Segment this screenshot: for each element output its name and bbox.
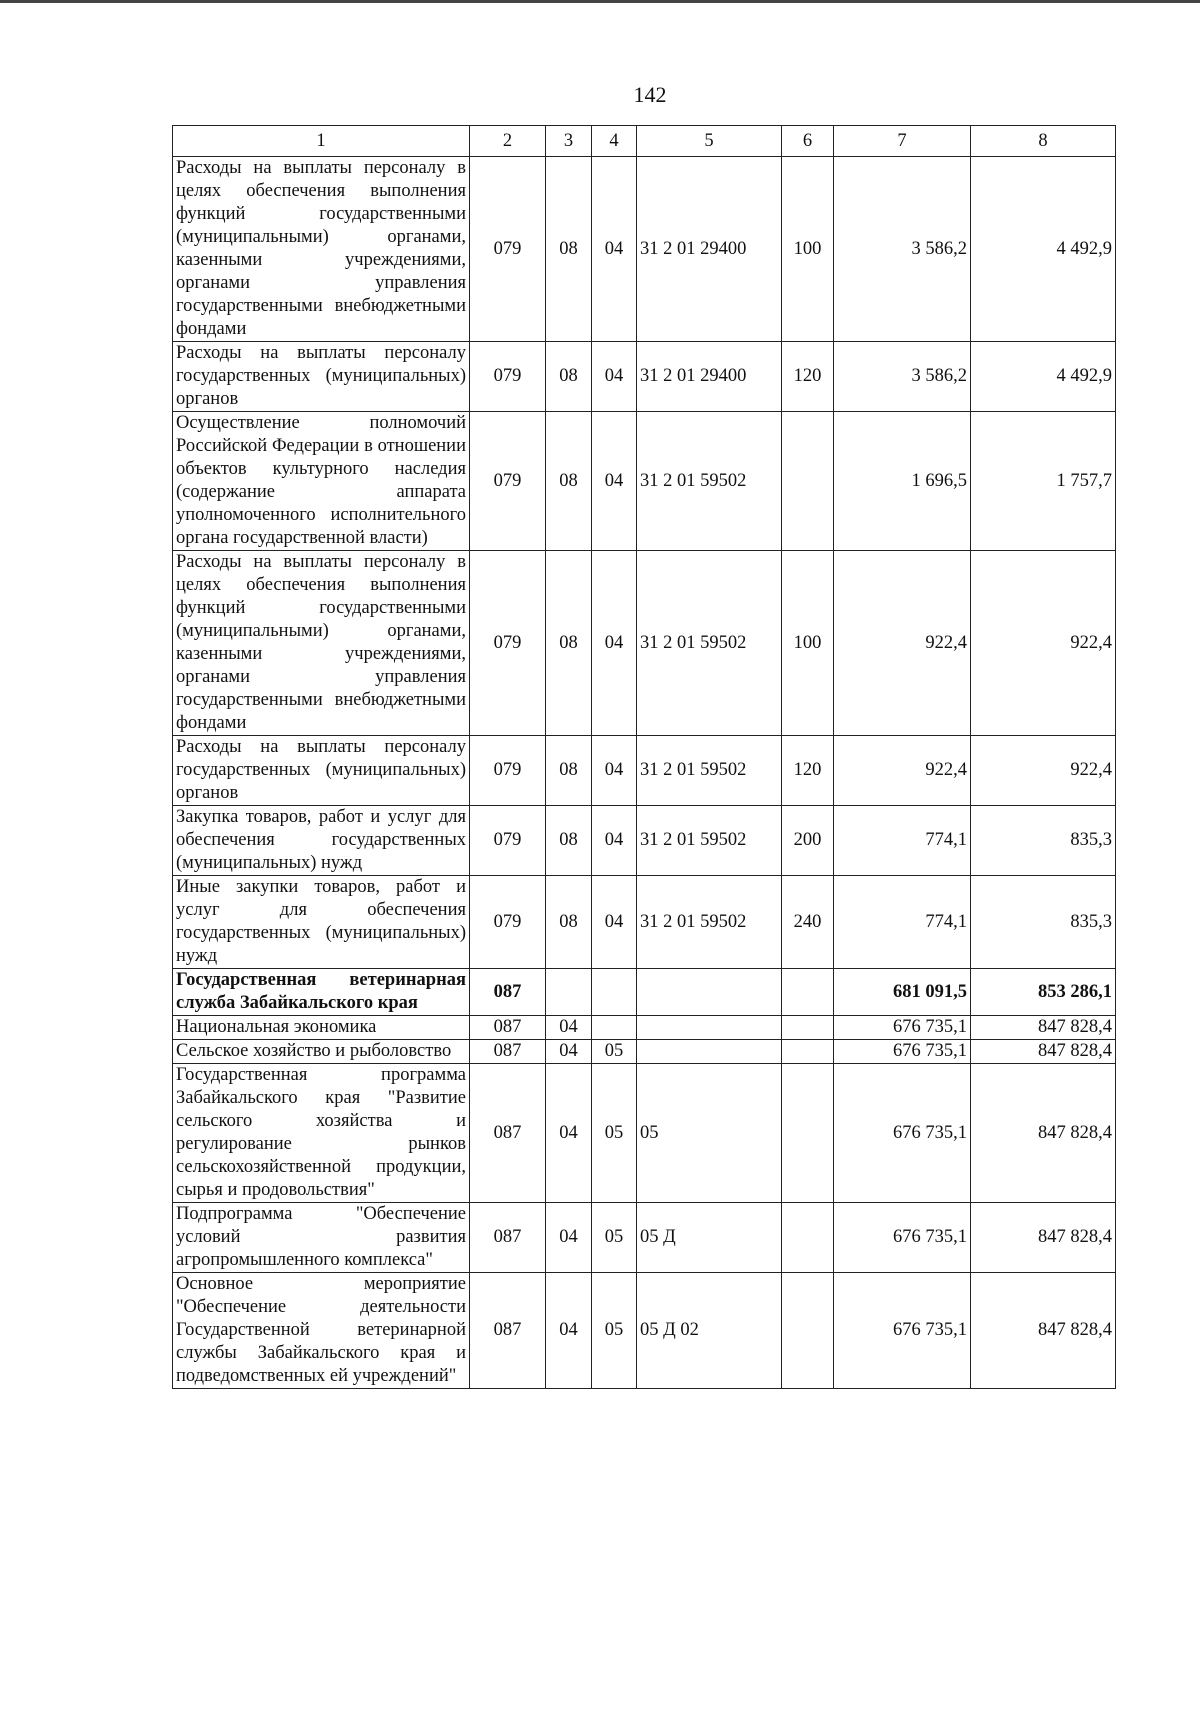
row-rz-cell: 04 bbox=[546, 1273, 592, 1389]
row-name-cell: Расходы на выплаты персоналу государственных (муниципальных) органов bbox=[173, 342, 470, 412]
row-pr-cell: 05 bbox=[592, 1273, 637, 1389]
row-vr-cell: 200 bbox=[782, 806, 834, 876]
row-csr-cell: 31 2 01 29400 bbox=[637, 342, 782, 412]
row-ved-cell: 087 bbox=[470, 1016, 546, 1040]
row-sum-2023-cell: 681 091,5 bbox=[834, 969, 971, 1016]
table-row bbox=[173, 806, 1116, 876]
row-sum-2024-cell: 4 492,9 bbox=[971, 342, 1116, 412]
row-ved-cell: 079 bbox=[470, 157, 546, 342]
table-row bbox=[173, 551, 1116, 736]
row-pr-cell: 04 bbox=[592, 736, 637, 806]
row-ved-cell: 087 bbox=[470, 969, 546, 1016]
row-ved-cell: 079 bbox=[470, 736, 546, 806]
row-pr-cell: 04 bbox=[592, 806, 637, 876]
row-sum-2024-cell: 847 828,4 bbox=[971, 1203, 1116, 1273]
row-rz-cell: 08 bbox=[546, 412, 592, 551]
row-ved-cell: 079 bbox=[470, 806, 546, 876]
header-cell: 8 bbox=[971, 126, 1116, 157]
row-csr-cell: 31 2 01 59502 bbox=[637, 806, 782, 876]
row-sum-2024-cell: 922,4 bbox=[971, 551, 1116, 736]
row-vr-cell: 100 bbox=[782, 157, 834, 342]
row-vr-cell: 240 bbox=[782, 876, 834, 969]
row-sum-2023-cell: 774,1 bbox=[834, 806, 971, 876]
row-rz-cell: 08 bbox=[546, 736, 592, 806]
row-name-cell: Национальная экономика bbox=[173, 1016, 470, 1040]
row-sum-2024-cell: 922,4 bbox=[971, 736, 1116, 806]
row-name-cell: Государственная ветеринарная служба Забайкальского края bbox=[173, 969, 470, 1016]
row-rz-cell: 08 bbox=[546, 806, 592, 876]
header-cell: 6 bbox=[782, 126, 834, 157]
table-row bbox=[173, 412, 1116, 551]
row-vr-cell bbox=[782, 969, 834, 1016]
row-sum-2023-cell: 676 735,1 bbox=[834, 1064, 971, 1203]
row-sum-2023-cell: 774,1 bbox=[834, 876, 971, 969]
table-row bbox=[173, 157, 1116, 342]
row-pr-cell: 04 bbox=[592, 342, 637, 412]
row-rz-cell: 04 bbox=[546, 1064, 592, 1203]
table-body bbox=[173, 157, 1116, 1389]
row-csr-cell: 05 Д bbox=[637, 1203, 782, 1273]
row-pr-cell: 05 bbox=[592, 1203, 637, 1273]
row-vr-cell bbox=[782, 1016, 834, 1040]
row-rz-cell bbox=[546, 969, 592, 1016]
row-csr-cell: 05 bbox=[637, 1064, 782, 1203]
row-name-cell: Расходы на выплаты персоналу в целях обеспечения выполнения функций государственными (муниципальными) органами, казенными учреждениями, органами управления государственными внебюджетными фондами bbox=[173, 551, 470, 736]
table-row bbox=[173, 1273, 1116, 1389]
row-vr-cell bbox=[782, 1064, 834, 1203]
row-name-cell: Осуществление полномочий Российской Федерации в отношении объектов культурного наследия (содержание аппарата уполномоченного исполнительного органа государственной власти) bbox=[173, 412, 470, 551]
row-name-cell: Сельское хозяйство и рыболовство bbox=[173, 1040, 470, 1064]
row-ved-cell: 087 bbox=[470, 1040, 546, 1064]
row-sum-2024-cell: 835,3 bbox=[971, 806, 1116, 876]
row-pr-cell bbox=[592, 969, 637, 1016]
row-rz-cell: 08 bbox=[546, 551, 592, 736]
row-name-cell: Государственная программа Забайкальского края "Развитие сельского хозяйства и регулирование рынков сельскохозяйственной продукции, сырья и продовольствия" bbox=[173, 1064, 470, 1203]
row-csr-cell bbox=[637, 969, 782, 1016]
row-name-cell: Иные закупки товаров, работ и услуг для обеспечения государственных (муниципальных) нужд bbox=[173, 876, 470, 969]
row-pr-cell: 04 bbox=[592, 876, 637, 969]
row-sum-2024-cell: 4 492,9 bbox=[971, 157, 1116, 342]
row-sum-2024-cell: 847 828,4 bbox=[971, 1273, 1116, 1389]
row-pr-cell: 04 bbox=[592, 412, 637, 551]
row-pr-cell: 04 bbox=[592, 157, 637, 342]
row-sum-2023-cell: 922,4 bbox=[834, 736, 971, 806]
header-row bbox=[173, 126, 1116, 157]
row-vr-cell: 120 bbox=[782, 736, 834, 806]
row-csr-cell: 31 2 01 59502 bbox=[637, 736, 782, 806]
row-sum-2024-cell: 835,3 bbox=[971, 876, 1116, 969]
row-name-cell: Расходы на выплаты персоналу государственных (муниципальных) органов bbox=[173, 736, 470, 806]
row-csr-cell bbox=[637, 1016, 782, 1040]
row-sum-2024-cell: 847 828,4 bbox=[971, 1016, 1116, 1040]
row-sum-2024-cell: 853 286,1 bbox=[971, 969, 1116, 1016]
header-cell: 7 bbox=[834, 126, 971, 157]
row-pr-cell: 05 bbox=[592, 1064, 637, 1203]
row-sum-2023-cell: 676 735,1 bbox=[834, 1016, 971, 1040]
row-csr-cell: 31 2 01 59502 bbox=[637, 551, 782, 736]
row-ved-cell: 079 bbox=[470, 412, 546, 551]
row-ved-cell: 079 bbox=[470, 551, 546, 736]
row-pr-cell bbox=[592, 1016, 637, 1040]
row-csr-cell: 31 2 01 29400 bbox=[637, 157, 782, 342]
row-rz-cell: 04 bbox=[546, 1203, 592, 1273]
row-sum-2023-cell: 676 735,1 bbox=[834, 1273, 971, 1389]
row-vr-cell: 120 bbox=[782, 342, 834, 412]
row-sum-2023-cell: 676 735,1 bbox=[834, 1203, 971, 1273]
budget-table bbox=[172, 125, 1116, 1389]
row-sum-2024-cell: 847 828,4 bbox=[971, 1064, 1116, 1203]
row-name-cell: Закупка товаров, работ и услуг для обеспечения государственных (муниципальных) нужд bbox=[173, 806, 470, 876]
header-cell: 2 bbox=[470, 126, 546, 157]
table-row bbox=[173, 736, 1116, 806]
table-row bbox=[173, 1016, 1116, 1040]
row-ved-cell: 087 bbox=[470, 1273, 546, 1389]
row-sum-2024-cell: 847 828,4 bbox=[971, 1040, 1116, 1064]
row-vr-cell bbox=[782, 1203, 834, 1273]
row-vr-cell bbox=[782, 1273, 834, 1389]
row-csr-cell: 31 2 01 59502 bbox=[637, 876, 782, 969]
row-csr-cell: 31 2 01 59502 bbox=[637, 412, 782, 551]
row-sum-2023-cell: 676 735,1 bbox=[834, 1040, 971, 1064]
row-vr-cell bbox=[782, 1040, 834, 1064]
scan-top-edge bbox=[0, 0, 1200, 3]
row-rz-cell: 04 bbox=[546, 1040, 592, 1064]
row-vr-cell bbox=[782, 412, 834, 551]
row-ved-cell: 079 bbox=[470, 342, 546, 412]
row-sum-2023-cell: 1 696,5 bbox=[834, 412, 971, 551]
header-cell: 4 bbox=[592, 126, 637, 157]
row-rz-cell: 08 bbox=[546, 876, 592, 969]
row-pr-cell: 04 bbox=[592, 551, 637, 736]
row-rz-cell: 04 bbox=[546, 1016, 592, 1040]
row-rz-cell: 08 bbox=[546, 342, 592, 412]
row-ved-cell: 087 bbox=[470, 1203, 546, 1273]
header-cell: 5 bbox=[637, 126, 782, 157]
header-cell: 1 bbox=[173, 126, 470, 157]
row-name-cell: Основное мероприятие "Обеспечение деятельности Государственной ветеринарной службы Забайкальского края и подведомственных ей учреждений" bbox=[173, 1273, 470, 1389]
row-rz-cell: 08 bbox=[546, 157, 592, 342]
table-row bbox=[173, 876, 1116, 969]
table-row bbox=[173, 1203, 1116, 1273]
row-sum-2023-cell: 922,4 bbox=[834, 551, 971, 736]
row-csr-cell: 05 Д 02 bbox=[637, 1273, 782, 1389]
table-row bbox=[173, 1064, 1116, 1203]
table-row bbox=[173, 969, 1116, 1016]
row-name-cell: Подпрограмма "Обеспечение условий развития агропромышленного комплекса" bbox=[173, 1203, 470, 1273]
header-cell: 3 bbox=[546, 126, 592, 157]
table-row bbox=[173, 342, 1116, 412]
row-ved-cell: 079 bbox=[470, 876, 546, 969]
row-ved-cell: 087 bbox=[470, 1064, 546, 1203]
table-row bbox=[173, 1040, 1116, 1064]
row-sum-2023-cell: 3 586,2 bbox=[834, 342, 971, 412]
row-name-cell: Расходы на выплаты персоналу в целях обеспечения выполнения функций государственными (муниципальными) органами, казенными учреждениями, органами управления государственными внебюджетными фондами bbox=[173, 157, 470, 342]
row-csr-cell bbox=[637, 1040, 782, 1064]
row-sum-2023-cell: 3 586,2 bbox=[834, 157, 971, 342]
row-sum-2024-cell: 1 757,7 bbox=[971, 412, 1116, 551]
page-number: 142 bbox=[633, 82, 667, 107]
row-pr-cell: 05 bbox=[592, 1040, 637, 1064]
row-vr-cell: 100 bbox=[782, 551, 834, 736]
